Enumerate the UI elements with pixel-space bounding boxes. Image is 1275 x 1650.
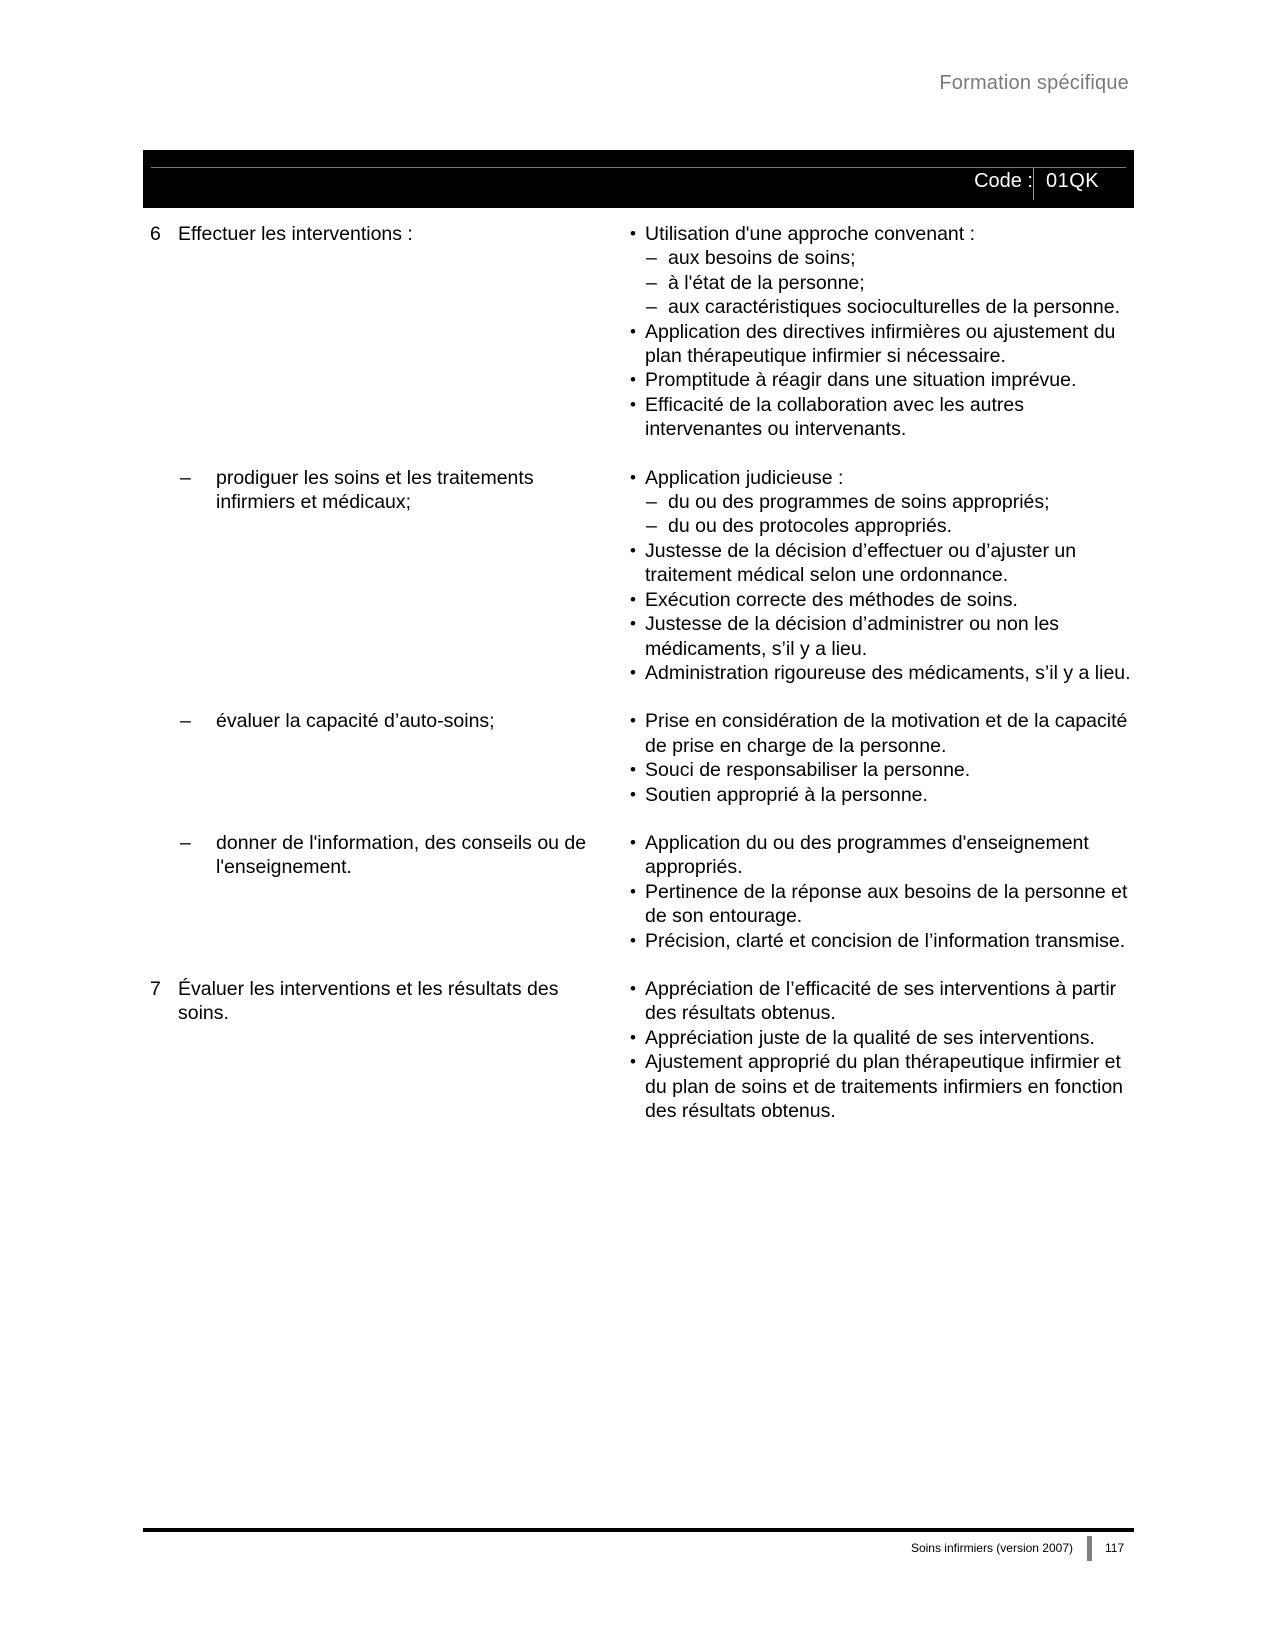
criterion-item — [621, 393, 1134, 442]
sub-step-text: prodiguer les soins et les traitements infirmiers et médicaux; — [216, 466, 534, 514]
criterion-text: Justesse de la décision d’administrer ou non les médicaments, s’il y a lieu. — [645, 613, 1060, 660]
criterion-text: Application judicieuse : — [645, 466, 844, 489]
criterion-text: Ajustement approprié du plan thérapeutique infirmier et du plan de soins et de traitements infirmiers en fonction des résultats obtenus. — [645, 1051, 1124, 1122]
bullet-icon: • — [630, 614, 636, 634]
criterion — [645, 1050, 1134, 1123]
sub-criterion-item — [645, 271, 1134, 295]
bullet-icon: • — [630, 662, 636, 682]
step-number: 7 — [150, 977, 161, 1000]
criterion — [645, 320, 1134, 369]
code-bar — [143, 150, 1134, 208]
competency-element — [143, 831, 620, 953]
bullet-icon: • — [630, 978, 636, 998]
competency-element — [143, 222, 620, 442]
criterion-item — [621, 320, 1134, 369]
criterion-text: Administration rigoureuse des médicaments, s’il y a lieu. — [645, 661, 1131, 684]
criterion-item — [621, 977, 1134, 1026]
criterion-text: Pertinence de la réponse aux besoins de la personne et de son entourage. — [645, 880, 1128, 928]
sub-criterion-text: du ou des protocoles appropriés. — [668, 515, 953, 538]
criterion-item — [621, 222, 1134, 320]
page-number: 117 — [1105, 1541, 1125, 1555]
criteria-list — [621, 222, 1134, 442]
criteria-list — [621, 977, 1134, 1123]
criteria-list — [621, 709, 1134, 807]
dash-marker: – — [646, 247, 657, 270]
sub-criteria-list — [645, 490, 1134, 539]
table-row — [143, 709, 1134, 807]
competency-element — [143, 977, 620, 1123]
sub-criterion-text: aux caractéristiques socioculturelles de la personne. — [668, 296, 1120, 319]
table-row — [143, 977, 1134, 1123]
sub-step-item — [143, 831, 620, 880]
bullet-icon: • — [630, 1027, 636, 1047]
code-value: 01QK — [1046, 170, 1100, 192]
criterion — [645, 539, 1134, 588]
sub-criterion-item — [645, 246, 1134, 270]
criterion-item — [621, 661, 1134, 685]
dash-marker: – — [180, 710, 191, 733]
criterion — [645, 661, 1134, 685]
performance-criteria — [620, 222, 1134, 442]
bullet-icon: • — [630, 711, 636, 731]
criterion-text: Précision, clarté et concision de l’information transmise. — [645, 929, 1126, 952]
criterion — [645, 466, 1134, 539]
criterion — [645, 783, 1134, 807]
sub-step-item — [143, 466, 620, 515]
bullet-icon: • — [630, 589, 636, 609]
sub-criterion-item — [645, 295, 1134, 319]
bullet-icon: • — [630, 540, 636, 560]
table-row — [143, 222, 1134, 442]
criterion — [645, 368, 1134, 392]
dash-marker: – — [180, 831, 191, 854]
criterion-text: Justesse de la décision d’effectuer ou d’ajuster un traitement médical selon une ordonnance. — [645, 539, 1077, 587]
footer-title: Soins infirmiers (version 2007) — [910, 1541, 1073, 1555]
criterion-text: Appréciation juste de la qualité de ses interventions. — [645, 1026, 1095, 1049]
performance-criteria — [620, 831, 1134, 953]
criterion-text: Prise en considération de la motivation et de la capacité de prise en charge de la personne. — [645, 710, 1128, 757]
criterion — [645, 393, 1134, 442]
performance-criteria — [620, 977, 1134, 1123]
performance-criteria — [620, 466, 1134, 686]
criterion-text: Appréciation de l’efficacité de ses interventions à partir des résultats obtenus. — [645, 977, 1117, 1025]
criterion — [645, 1026, 1134, 1050]
competency-element — [143, 466, 620, 686]
step-item — [143, 222, 620, 246]
bullet-icon: • — [630, 760, 636, 780]
sub-criteria-list — [645, 246, 1134, 319]
bullet-icon: • — [630, 224, 636, 243]
criterion-text: Application du ou des programmes d'enseignement appropriés. — [645, 831, 1089, 879]
criterion — [645, 709, 1134, 758]
criterion-text: Exécution correcte des méthodes de soins. — [645, 588, 1018, 611]
criterion-item — [621, 783, 1134, 807]
sub-step-item — [143, 709, 620, 733]
dash-marker: – — [646, 491, 657, 514]
table-row — [143, 466, 1134, 686]
criterion-text: Souci de responsabiliser la personne. — [645, 759, 971, 782]
dash-marker: – — [646, 515, 657, 538]
criterion — [645, 880, 1134, 929]
sub-criterion-text: aux besoins de soins; — [668, 247, 856, 270]
footer-separator — [1087, 1536, 1092, 1561]
criterion — [645, 977, 1134, 1026]
step-text: Effectuer les interventions : — [178, 223, 413, 245]
criterion-item — [621, 466, 1134, 539]
criterion — [645, 758, 1134, 782]
sub-step-text: évaluer la capacité d’auto-soins; — [216, 710, 495, 733]
criterion-text: Utilisation d'une approche convenant : — [645, 223, 976, 245]
sub-criterion-text: du ou des programmes de soins appropriés; — [668, 491, 1050, 514]
bullet-icon: • — [630, 1052, 636, 1072]
criteria-table — [143, 222, 1134, 1147]
bullet-icon: • — [630, 832, 636, 852]
bullet-icon: • — [630, 370, 636, 390]
criteria-list — [621, 831, 1134, 953]
criterion-item — [621, 539, 1134, 588]
criterion — [645, 929, 1134, 953]
sub-criterion-item — [645, 514, 1134, 538]
code-separator — [1033, 168, 1034, 200]
criterion-item — [621, 831, 1134, 880]
criterion — [645, 222, 1134, 320]
bullet-icon: • — [630, 321, 636, 341]
sub-criterion-text: à l'état de la personne; — [668, 271, 865, 294]
criteria-list — [621, 466, 1134, 686]
code-bar-rule — [151, 167, 1126, 168]
sub-step-text: donner de l'information, des conseils ou de l'enseignement. — [216, 831, 587, 879]
criterion-text: Efficacité de la collaboration avec les autres intervenantes ou intervenants. — [645, 393, 1025, 441]
bullet-icon: • — [630, 881, 636, 901]
dash-marker: – — [646, 271, 657, 294]
criterion-item — [621, 1050, 1134, 1123]
dash-marker: – — [646, 296, 657, 319]
table-row — [143, 831, 1134, 953]
criterion-item — [621, 588, 1134, 612]
dash-marker: – — [180, 466, 191, 489]
footer-rule — [143, 1528, 1134, 1532]
bullet-icon: • — [630, 394, 636, 414]
criterion-item — [621, 612, 1134, 661]
step-item — [143, 977, 620, 1026]
criterion-item — [621, 758, 1134, 782]
bullet-icon: • — [630, 930, 636, 950]
sub-criterion-item — [645, 490, 1134, 514]
criterion — [645, 612, 1134, 661]
criterion-text: Application des directives infirmières ou ajustement du plan thérapeutique infirmier si nécessaire. — [645, 320, 1116, 368]
code-label: Code : — [974, 170, 1033, 192]
bullet-icon: • — [630, 784, 636, 804]
step-number: 6 — [150, 223, 161, 245]
criterion-item — [621, 709, 1134, 758]
criterion — [645, 831, 1134, 880]
step-text: Évaluer les interventions et les résultats des soins. — [178, 977, 559, 1025]
criterion-text: Promptitude à réagir dans une situation imprévue. — [645, 369, 1077, 392]
bullet-icon: • — [630, 467, 636, 487]
criterion-item — [621, 368, 1134, 392]
criterion-item — [621, 929, 1134, 953]
criterion — [645, 588, 1134, 612]
competency-element — [143, 709, 620, 807]
performance-criteria — [620, 709, 1134, 807]
criterion-text: Soutien approprié à la personne. — [645, 783, 928, 806]
running-header: Formation spécifique — [939, 72, 1129, 94]
criterion-item — [621, 1026, 1134, 1050]
criterion-item — [621, 880, 1134, 929]
